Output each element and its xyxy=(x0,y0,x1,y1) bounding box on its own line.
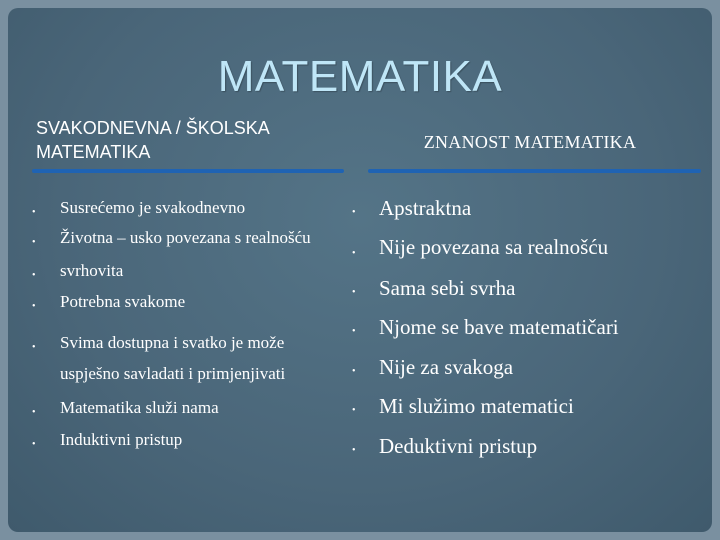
bullet-icon: • xyxy=(32,342,36,353)
bullet-icon: • xyxy=(352,207,356,218)
right-column-heading: ZNANOST MATEMATIKA xyxy=(423,132,637,152)
bullet-icon: • xyxy=(352,287,356,298)
left-list-item: svrhovita xyxy=(60,261,124,280)
bullet-icon: • xyxy=(352,445,356,456)
bullet-icon: • xyxy=(32,207,36,218)
left-list-item: Potrebna svakome xyxy=(60,292,186,311)
bullet-icon: • xyxy=(32,301,36,312)
right-list-item: Sama sebi svrha xyxy=(379,276,516,300)
bullet-icon: • xyxy=(32,237,36,248)
bullet-icon: • xyxy=(32,270,36,281)
bullet-icon: • xyxy=(352,326,356,337)
left-column-heading: SVAKODNEVNA / ŠKOLSKA MATEMATIKA xyxy=(36,118,269,162)
left-list-item-continuation: uspješno savladati i primjenjivati xyxy=(60,364,286,383)
right-list-item: Nije za svakoga xyxy=(379,355,514,379)
left-list-item: Induktivni pristup xyxy=(60,430,183,449)
left-list-item: Životna – usko povezana s realnošću xyxy=(60,228,311,247)
bullet-icon: • xyxy=(352,366,356,377)
bullet-icon: • xyxy=(352,405,356,416)
right-heading-divider xyxy=(368,169,701,173)
right-list-item: Mi služimo matematici xyxy=(379,394,574,418)
left-heading-divider xyxy=(32,169,344,173)
page-title: MATEMATIKA xyxy=(217,52,503,101)
right-list-item: Apstraktna xyxy=(379,196,472,220)
left-list-item: Susrećemo je svakodnevno xyxy=(60,198,246,217)
right-list-item: Nije povezana sa realnošću xyxy=(379,235,609,259)
left-list-item: Matematika služi nama xyxy=(60,398,219,417)
right-list-item: Deduktivni pristup xyxy=(379,434,538,458)
bullet-icon: • xyxy=(32,439,36,450)
bullet-icon: • xyxy=(32,407,36,418)
right-list-item: Njome se bave matematičari xyxy=(379,315,619,339)
bullet-icon: • xyxy=(352,248,356,259)
left-list-item: Svima dostupna i svatko je može xyxy=(60,333,285,352)
